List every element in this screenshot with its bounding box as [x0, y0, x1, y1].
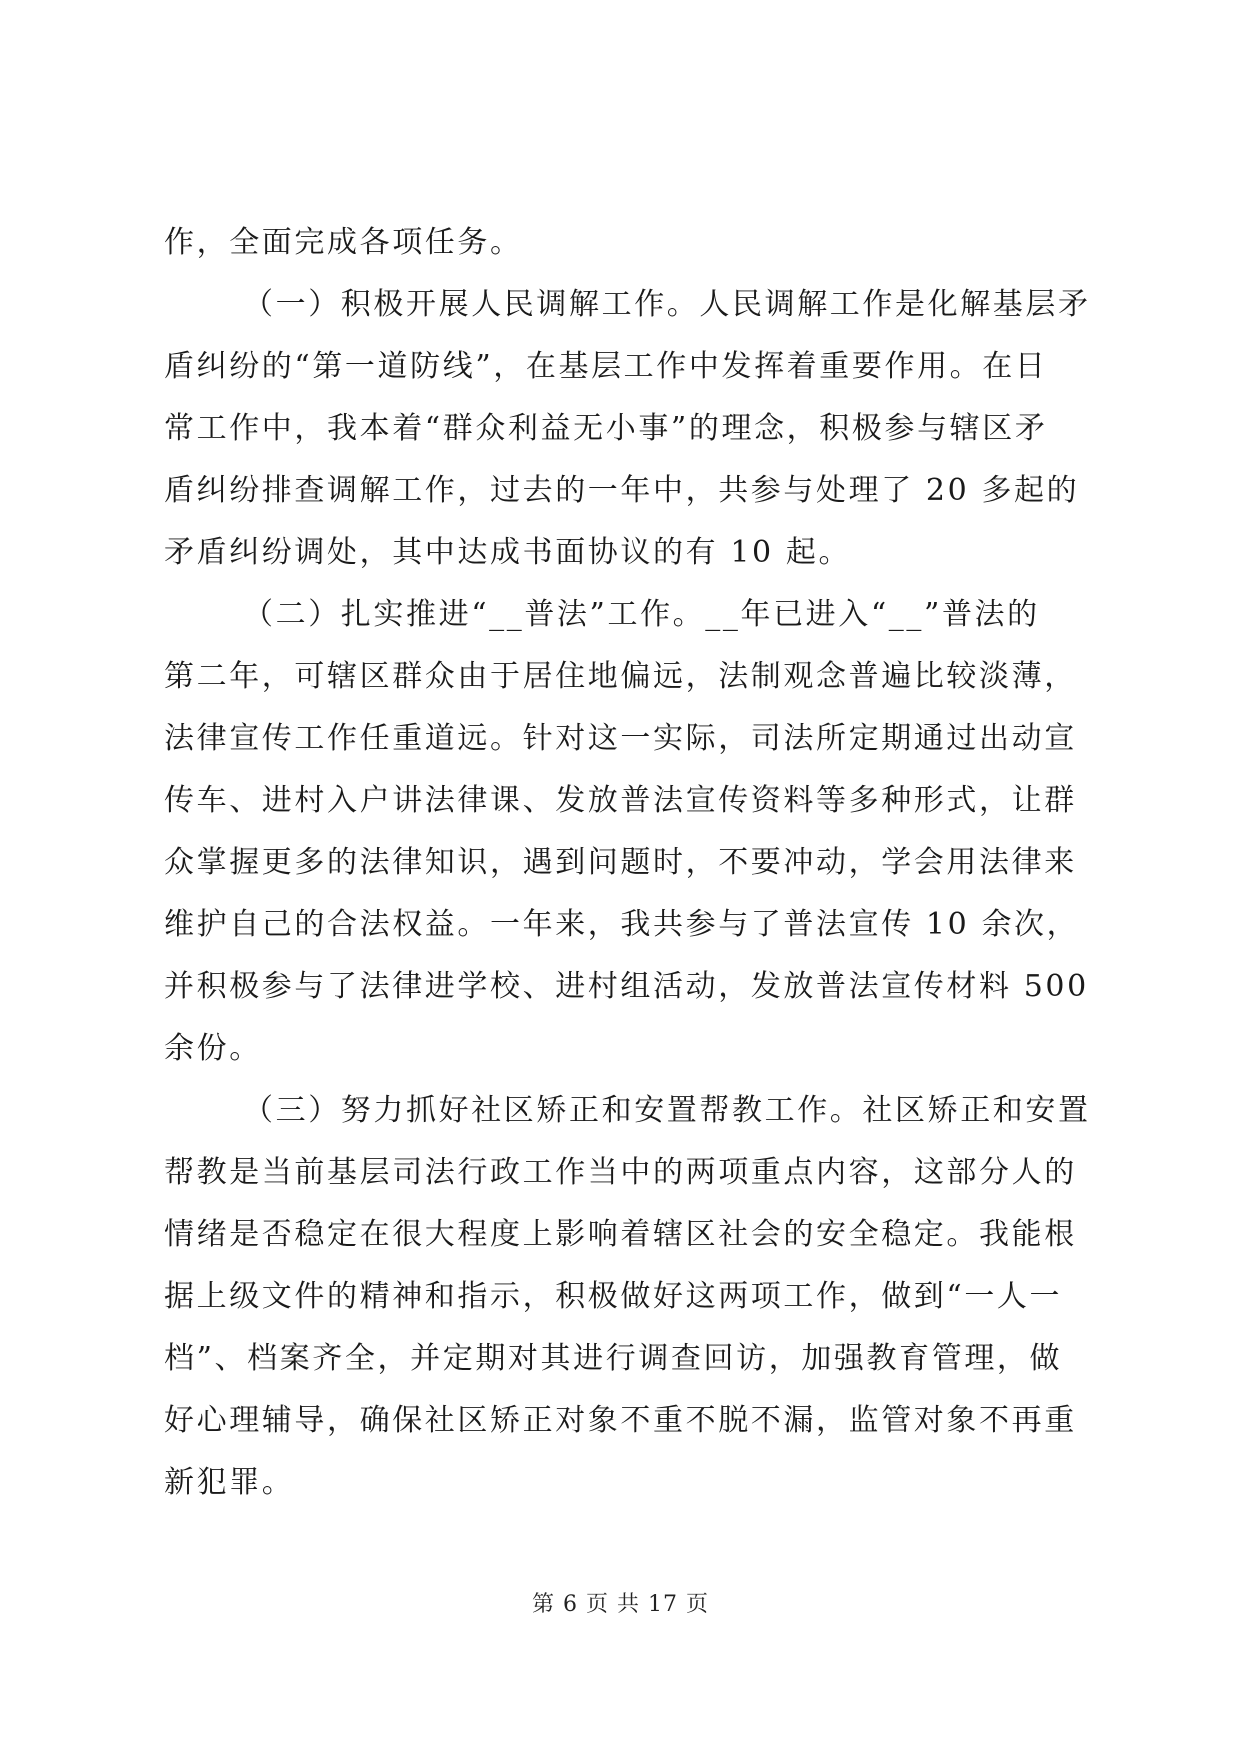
text-line: 盾纠纷的“第一道防线”，在基层工作中发挥着重要作用。在日: [164, 349, 1048, 384]
paragraph-people-mediation: [164, 274, 1091, 584]
paragraph-continuation: [164, 212, 1076, 274]
text-line: 并积极参与了法律进学校、进村组活动，发放普法宣传材料 500: [164, 969, 1089, 1004]
text-line: 法律宣传工作任重道远。针对这一实际，司法所定期通过出动宣: [164, 721, 1077, 756]
text-line: 新犯罪。: [164, 1465, 295, 1500]
text-line: 作，全面完成各项任务。: [164, 225, 523, 260]
text-line: 常工作中，我本着“群众利益无小事”的理念，积极参与辖区矛: [164, 411, 1048, 446]
text-line: 情绪是否稳定在很大程度上影响着辖区社会的安全稳定。我能根: [164, 1217, 1077, 1252]
text-line: 帮教是当前基层司法行政工作当中的两项重点内容，这部分人的: [164, 1155, 1077, 1190]
text-line: （三）努力抓好社区矫正和安置帮教工作。社区矫正和安置: [243, 1093, 1091, 1128]
text-line: 档”、档案齐全，并定期对其进行调查回访，加强教育管理，做: [164, 1341, 1063, 1376]
text-line: 第二年，可辖区群众由于居住地偏远，法制观念普遍比较淡薄，: [164, 659, 1077, 694]
text-line: 余份。: [164, 1031, 262, 1066]
text-line: 好心理辅导，确保社区矫正对象不重不脱不漏，监管对象不再重: [164, 1403, 1077, 1438]
text-line: 矛盾纠纷调处，其中达成书面协议的有 10 起。: [164, 535, 852, 570]
text-line: 据上级文件的精神和指示，积极做好这两项工作，做到“一人一: [164, 1279, 1063, 1314]
document-body: [164, 212, 1091, 1514]
text-line: 传车、进村入户讲法律课、发放普法宣传资料等多种形式，让群: [164, 783, 1077, 818]
paragraph-community-correction: [164, 1080, 1091, 1514]
page-number-footer: 第 6 页 共 17 页: [532, 1592, 709, 1617]
text-line: 盾纠纷排查调解工作，过去的一年中，共参与处理了 20 多起的: [164, 473, 1080, 508]
text-line: （二）扎实推进“__普法”工作。__年已进入“__”普法的: [243, 597, 1040, 632]
text-line: 维护自己的合法权益。一年来，我共参与了普法宣传 10 余次，: [164, 907, 1080, 942]
text-line: （一）积极开展人民调解工作。人民调解工作是化解基层矛: [243, 287, 1091, 322]
paragraph-legal-education: [164, 584, 1089, 1080]
text-line: 众掌握更多的法律知识，遇到问题时，不要冲动，学会用法律来: [164, 845, 1077, 880]
